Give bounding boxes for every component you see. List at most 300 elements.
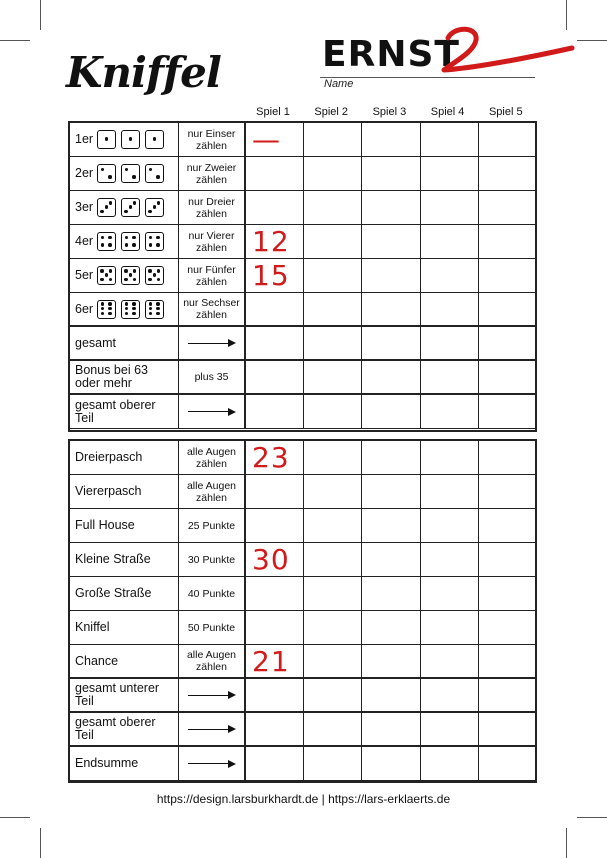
row-description-text: nur Zweier zählen: [186, 161, 237, 186]
row-label-text: gesamt: [75, 335, 116, 350]
crop-mark: [566, 828, 567, 858]
pip: [156, 307, 160, 311]
dice-group: [97, 232, 164, 251]
row-label: [70, 441, 179, 474]
score-row-4er: [70, 225, 535, 259]
score-cell-spiel-2[interactable]: [304, 395, 362, 428]
column-header-spiel-2: Spiel 2: [314, 106, 348, 118]
score-cell-spiel-5[interactable]: [479, 225, 537, 258]
row-label-text: Full House: [75, 518, 135, 532]
die-3-icon: [97, 198, 116, 217]
row-label: [70, 747, 179, 780]
row-label-text: 6er: [75, 301, 94, 316]
row-label-text: 2er: [75, 166, 94, 180]
die-1-icon: [121, 130, 140, 149]
column-header-spiel-5: Spiel 5: [488, 106, 523, 118]
score-cell-spiel-1[interactable]: [246, 747, 304, 780]
pip: [105, 137, 109, 141]
die-3-icon: [121, 198, 140, 217]
pip: [156, 236, 160, 240]
row-label: [70, 543, 179, 576]
row-label-text: Kleine Straße: [75, 552, 151, 566]
row-description-text: nur Fünfer zählen: [187, 263, 236, 288]
die-1-icon: [97, 130, 116, 149]
pip: [125, 243, 129, 247]
row-description-text: alle Augen zählen: [186, 479, 237, 504]
score-cell-spiel-2[interactable]: [304, 679, 362, 711]
score-cell-spiel-3[interactable]: [362, 191, 420, 224]
pip: [125, 168, 129, 172]
score-cell-spiel-1[interactable]: [246, 157, 304, 190]
score-row-große-straße: [70, 577, 535, 611]
pip: [109, 201, 113, 205]
pip: [105, 273, 109, 277]
row-description-text: 50 Punkte: [187, 621, 236, 634]
pip: [129, 137, 133, 141]
arrow-right-icon: [188, 759, 236, 769]
score-cell-spiel-5[interactable]: [479, 327, 537, 359]
row-description: [179, 475, 246, 508]
pip: [108, 236, 112, 240]
row-label: [70, 395, 179, 428]
pip: [100, 278, 104, 282]
row-label-text: Große Straße: [75, 586, 152, 600]
pip: [132, 302, 136, 306]
score-cell-spiel-2[interactable]: [304, 747, 362, 780]
handwritten-score: 21: [252, 645, 290, 678]
score-cell-spiel-1[interactable]: [246, 475, 304, 508]
score-cell-spiel-5[interactable]: [479, 611, 537, 644]
row-label: [70, 713, 179, 745]
row-description: [179, 441, 246, 474]
row-label: [70, 679, 179, 711]
score-cell-spiel-4[interactable]: [421, 543, 479, 576]
score-row-full-house: [70, 509, 535, 543]
row-description-text: 30 Punkte: [187, 553, 236, 566]
die-6-icon: [145, 300, 164, 319]
pip: [156, 302, 160, 306]
page-title: Kniffel: [66, 48, 221, 97]
score-cell-spiel-5[interactable]: [479, 509, 537, 542]
row-description-text: nur Einser zählen: [187, 127, 236, 152]
crop-mark: [0, 817, 30, 818]
pip: [105, 205, 109, 209]
score-cell-spiel-2[interactable]: [304, 611, 362, 644]
score-cell-spiel-2[interactable]: [304, 293, 362, 325]
pip: [101, 236, 105, 240]
die-6-icon: [121, 300, 140, 319]
pip: [153, 205, 157, 209]
crop-mark: [0, 40, 30, 41]
pip: [132, 236, 136, 240]
row-description-text: 40 Punkte: [187, 587, 236, 600]
pip: [125, 307, 129, 311]
handwritten-score: 23: [252, 441, 290, 474]
score-cell-spiel-2[interactable]: [304, 361, 362, 393]
score-cell-spiel-4[interactable]: [421, 259, 479, 292]
arrow-right-icon: [188, 724, 236, 734]
score-cell-spiel-2[interactable]: [304, 509, 362, 542]
score-cell-spiel-5[interactable]: [479, 645, 537, 677]
pip: [108, 307, 112, 311]
score-cell-spiel-2[interactable]: [304, 543, 362, 576]
score-cell-spiel-4[interactable]: [421, 475, 479, 508]
score-cell-spiel-3[interactable]: [362, 475, 420, 508]
score-cell-spiel-3[interactable]: [362, 509, 420, 542]
row-label-text: Kniffel: [75, 620, 110, 634]
score-cell-spiel-1[interactable]: [246, 327, 304, 359]
pip: [124, 210, 128, 214]
row-label: [70, 327, 179, 359]
score-cell-spiel-3[interactable]: [362, 645, 420, 677]
score-cell-spiel-3[interactable]: [362, 679, 420, 711]
handwritten-score: 15: [252, 259, 290, 292]
player-name[interactable]: ERNST: [322, 34, 460, 75]
score-cell-spiel-4[interactable]: [421, 577, 479, 610]
pip: [149, 168, 153, 172]
score-cell-spiel-5[interactable]: [479, 259, 537, 292]
row-description: [179, 611, 246, 644]
score-cell-spiel-4[interactable]: [421, 679, 479, 711]
row-description-text: nur Sechser zählen: [183, 297, 240, 321]
score-cell-spiel-5[interactable]: [479, 191, 537, 224]
pip: [156, 312, 160, 316]
score-cell-spiel-4[interactable]: [421, 441, 479, 474]
score-row-gesamt: [70, 327, 535, 361]
row-description: [179, 509, 246, 542]
score-cell-spiel-1[interactable]: [246, 713, 304, 745]
row-label-text: Chance: [75, 653, 119, 668]
score-cell-spiel-1[interactable]: [246, 679, 304, 711]
pip: [100, 210, 104, 214]
score-cell-spiel-1[interactable]: [246, 395, 304, 428]
score-row-gesamt-unterer-teil: [70, 679, 535, 713]
score-cell-spiel-3[interactable]: [362, 611, 420, 644]
pip: [157, 201, 161, 205]
score-cell-spiel-3[interactable]: [362, 361, 420, 393]
score-cell-spiel-1[interactable]: [246, 293, 304, 325]
score-cell-spiel-2[interactable]: [304, 123, 362, 156]
score-cell-spiel-1[interactable]: [246, 543, 304, 576]
score-cell-spiel-3[interactable]: [362, 225, 420, 258]
score-cell-spiel-4[interactable]: [421, 191, 479, 224]
pip: [149, 243, 153, 247]
pip: [129, 273, 133, 277]
row-label: [70, 225, 179, 258]
row-label-text: Viererpasch: [75, 484, 142, 498]
score-cell-spiel-5[interactable]: [479, 713, 537, 745]
score-cell-spiel-3[interactable]: [362, 259, 420, 292]
handwritten-score: 30: [252, 543, 290, 576]
score-cell-spiel-1[interactable]: [246, 509, 304, 542]
pip: [124, 269, 128, 273]
upper-section-table: [68, 121, 537, 432]
pip: [149, 302, 153, 306]
row-label: [70, 645, 179, 677]
footer-links[interactable]: https://design.larsburkhardt.de | https://lars-erklaerts.de: [156, 792, 451, 806]
score-cell-spiel-5[interactable]: [479, 361, 537, 393]
pip: [157, 269, 161, 273]
score-cell-spiel-4[interactable]: [421, 293, 479, 325]
row-description: [179, 679, 246, 711]
score-cell-spiel-2[interactable]: [304, 259, 362, 292]
row-description: [179, 293, 246, 325]
row-label-text: 1er: [75, 132, 94, 146]
name-label: Name: [324, 78, 354, 90]
row-label: [70, 475, 179, 508]
score-row-dreierpasch: [70, 441, 535, 475]
dice-group: [97, 198, 164, 217]
pip: [108, 175, 112, 179]
die-2-icon: [97, 164, 116, 183]
score-cell-spiel-4[interactable]: [421, 747, 479, 780]
crop-mark: [40, 0, 41, 30]
pip: [153, 137, 157, 141]
score-cell-spiel-3[interactable]: [362, 747, 420, 780]
score-cell-spiel-3[interactable]: [362, 713, 420, 745]
row-description: [179, 157, 246, 190]
die-6-icon: [97, 300, 116, 319]
row-description-text: 25 Punkte: [187, 519, 236, 532]
score-cell-spiel-4[interactable]: [421, 327, 479, 359]
score-cell-spiel-5[interactable]: [479, 679, 537, 711]
score-cell-spiel-3[interactable]: [362, 327, 420, 359]
row-description: [179, 713, 246, 745]
row-label-text: Endsumme: [75, 756, 139, 770]
score-cell-spiel-5[interactable]: [479, 475, 537, 508]
pip: [156, 175, 160, 179]
pip: [148, 210, 152, 214]
score-cell-spiel-5[interactable]: [479, 543, 537, 576]
row-description: [179, 191, 246, 224]
score-row-chance: [70, 645, 535, 679]
row-label: [70, 259, 179, 292]
dice-group: [97, 300, 164, 319]
row-label: [70, 611, 179, 644]
pip: [132, 175, 136, 179]
score-cell-spiel-1[interactable]: [246, 577, 304, 610]
score-cell-spiel-3[interactable]: [362, 577, 420, 610]
score-cell-spiel-2[interactable]: [304, 475, 362, 508]
arrow-right-icon: [188, 338, 236, 348]
score-cell-spiel-5[interactable]: [479, 747, 537, 780]
score-cell-spiel-3[interactable]: [362, 123, 420, 156]
row-label-text: Dreierpasch: [75, 450, 143, 464]
score-row-kleine-straße: [70, 543, 535, 577]
score-cell-spiel-2[interactable]: [304, 191, 362, 224]
row-description-text: alle Augen zählen: [186, 649, 237, 673]
score-cell-spiel-3[interactable]: [362, 293, 420, 325]
score-cell-spiel-1[interactable]: [246, 123, 304, 156]
pip: [109, 278, 113, 282]
row-description: [179, 327, 246, 359]
row-description: [179, 361, 246, 393]
row-label: [70, 361, 179, 393]
score-cell-spiel-5[interactable]: [479, 577, 537, 610]
score-row-endsumme: [70, 747, 535, 781]
score-cell-spiel-4[interactable]: [421, 361, 479, 393]
score-cell-spiel-3[interactable]: [362, 395, 420, 428]
row-label-text: 5er: [75, 268, 94, 282]
crop-mark: [40, 828, 41, 858]
dice-group: [97, 130, 164, 149]
score-cell-spiel-5[interactable]: [479, 293, 537, 325]
die-1-icon: [145, 130, 164, 149]
score-cell-spiel-4[interactable]: [421, 395, 479, 428]
handwritten-player-number: [440, 24, 580, 76]
die-4-icon: [121, 232, 140, 251]
score-cell-spiel-2[interactable]: [304, 157, 362, 190]
pip: [132, 307, 136, 311]
row-description: [179, 747, 246, 780]
pip: [129, 205, 133, 209]
arrow-right-icon: [188, 407, 236, 417]
score-row-5er: [70, 259, 535, 293]
pip: [101, 243, 105, 247]
dice-group: [97, 266, 164, 285]
score-cell-spiel-4[interactable]: [421, 509, 479, 542]
lower-section-table: [68, 439, 537, 783]
row-label-text: 4er: [75, 234, 94, 248]
die-4-icon: [145, 232, 164, 251]
pip: [133, 201, 137, 205]
crop-mark: [577, 40, 607, 41]
row-label: [70, 577, 179, 610]
pip: [124, 278, 128, 282]
score-cell-spiel-4[interactable]: [421, 225, 479, 258]
score-cell-spiel-1[interactable]: [246, 225, 304, 258]
pip: [108, 312, 112, 316]
score-cell-spiel-4[interactable]: [421, 611, 479, 644]
row-label: [70, 509, 179, 542]
score-cell-spiel-3[interactable]: [362, 441, 420, 474]
score-row-gesamt-oberer-teil: [70, 713, 535, 747]
row-description: [179, 395, 246, 428]
row-label-text: gesamt oberer Teil: [75, 397, 156, 425]
row-label: [70, 157, 179, 190]
score-row-kniffel: [70, 611, 535, 645]
pip: [100, 269, 104, 273]
column-header-spiel-4: Spiel 4: [430, 106, 465, 118]
die-5-icon: [145, 266, 164, 285]
handwritten-score: —: [252, 123, 281, 156]
score-row-gesamt-oberer-teil: [70, 395, 535, 429]
score-cell-spiel-1[interactable]: [246, 611, 304, 644]
score-cell-spiel-5[interactable]: [479, 157, 537, 190]
row-description: [179, 543, 246, 576]
score-cell-spiel-1[interactable]: [246, 441, 304, 474]
score-cell-spiel-4[interactable]: [421, 157, 479, 190]
die-2-icon: [121, 164, 140, 183]
score-cell-spiel-5[interactable]: [479, 441, 537, 474]
row-label: [70, 293, 179, 325]
score-cell-spiel-4[interactable]: [421, 123, 479, 156]
row-description: [179, 123, 246, 156]
row-label: [70, 191, 179, 224]
pip: [156, 243, 160, 247]
score-cell-spiel-1[interactable]: [246, 361, 304, 393]
pip: [132, 243, 136, 247]
score-cell-spiel-1[interactable]: [246, 645, 304, 677]
score-row-viererpasch: [70, 475, 535, 509]
column-header-spiel-3: Spiel 3: [372, 106, 407, 118]
crop-mark: [577, 817, 607, 818]
arrow-right-icon: [188, 690, 236, 700]
score-cell-spiel-1[interactable]: [246, 259, 304, 292]
pip: [157, 278, 161, 282]
score-cell-spiel-3[interactable]: [362, 157, 420, 190]
row-label: [70, 123, 179, 156]
row-description-text: alle Augen zählen: [186, 445, 237, 470]
row-description-text: plus 35: [194, 371, 229, 383]
score-row-3er: [70, 191, 535, 225]
score-cell-spiel-2[interactable]: [304, 577, 362, 610]
row-description: [179, 259, 246, 292]
row-description-text: nur Vierer zählen: [188, 229, 235, 254]
pip: [108, 243, 112, 247]
die-4-icon: [97, 232, 116, 251]
score-cell-spiel-2[interactable]: [304, 327, 362, 359]
pip: [101, 307, 105, 311]
score-cell-spiel-5[interactable]: [479, 123, 537, 156]
pip: [153, 273, 157, 277]
row-description-text: nur Dreier zählen: [188, 195, 235, 220]
pip: [149, 307, 153, 311]
pip: [133, 278, 137, 282]
pip: [101, 312, 105, 316]
score-cell-spiel-3[interactable]: [362, 543, 420, 576]
row-description: [179, 577, 246, 610]
pip: [148, 269, 152, 273]
score-row-bonus-bei-63-oder-mehr: [70, 361, 535, 395]
column-header-spiel-1: Spiel 1: [256, 106, 290, 118]
pip: [101, 302, 105, 306]
handwritten-score: 12: [252, 225, 290, 258]
die-5-icon: [121, 266, 140, 285]
pip: [109, 269, 113, 273]
pip: [101, 168, 105, 172]
pip: [125, 236, 129, 240]
score-cell-spiel-5[interactable]: [479, 395, 537, 428]
score-row-6er: [70, 293, 535, 327]
score-row-2er: [70, 157, 535, 191]
pip: [149, 312, 153, 316]
row-label-text: Bonus bei 63 oder mehr: [75, 363, 148, 390]
row-label-text: 3er: [75, 200, 94, 214]
score-cell-spiel-2[interactable]: [304, 225, 362, 258]
pip: [108, 302, 112, 306]
row-label-text: gesamt oberer Teil: [75, 715, 156, 742]
score-cell-spiel-2[interactable]: [304, 645, 362, 677]
score-cell-spiel-2[interactable]: [304, 713, 362, 745]
pip: [125, 302, 129, 306]
row-description: [179, 645, 246, 677]
row-label-text: gesamt unterer Teil: [75, 681, 160, 708]
pip: [132, 312, 136, 316]
die-2-icon: [145, 164, 164, 183]
score-cell-spiel-4[interactable]: [421, 645, 479, 677]
score-cell-spiel-2[interactable]: [304, 441, 362, 474]
pip: [148, 278, 152, 282]
dice-group: [97, 164, 164, 183]
pip: [149, 236, 153, 240]
row-description: [179, 225, 246, 258]
pip: [133, 269, 137, 273]
score-cell-spiel-1[interactable]: [246, 191, 304, 224]
score-row-1er: [70, 123, 535, 157]
die-3-icon: [145, 198, 164, 217]
score-cell-spiel-4[interactable]: [421, 713, 479, 745]
